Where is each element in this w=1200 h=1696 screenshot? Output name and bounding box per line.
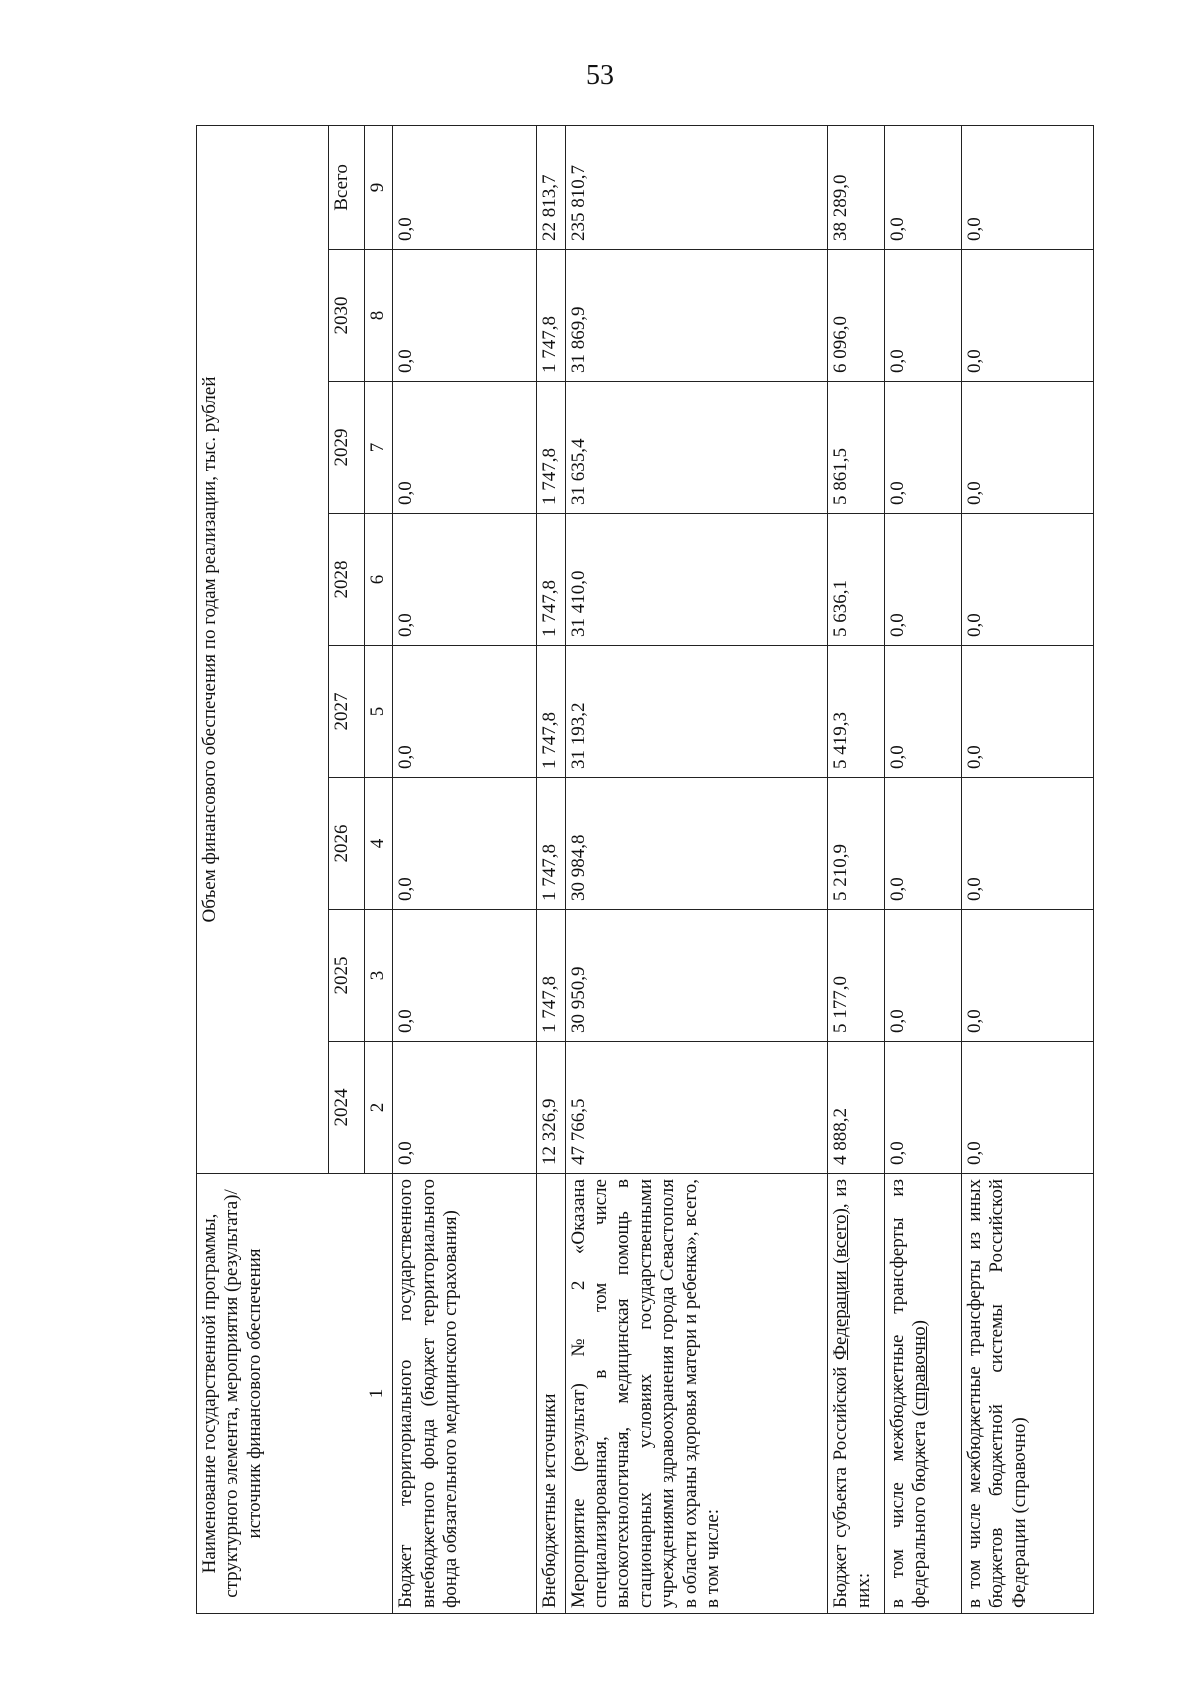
cell-value: 5 636,1	[828, 514, 885, 646]
cell-value: 0,0	[393, 778, 537, 910]
cell-value: 5 177,0	[828, 910, 885, 1042]
row-name: в том числе межбюджетные трансферты из иных бюджетов бюджетной системы Российской Федерации (справочно)	[962, 1174, 1094, 1614]
cell-value: 0,0	[962, 382, 1094, 514]
column-number-row	[364, 125, 392, 1613]
cell-value: 5 419,3	[828, 646, 885, 778]
column-number: 4	[364, 778, 392, 910]
row-name-underlined: справочно	[909, 1326, 931, 1410]
cell-value: 0,0	[884, 910, 961, 1042]
table-row-federal-transfers	[884, 125, 961, 1613]
cell-value: 31 410,0	[565, 514, 828, 646]
cell-value: 12 326,9	[537, 1042, 565, 1174]
column-number: 6	[364, 514, 392, 646]
column-number: 2	[364, 1042, 392, 1174]
header-year: 2025	[328, 910, 364, 1042]
table-row-territorial-fund	[393, 125, 537, 1613]
header-year: 2024	[328, 1042, 364, 1174]
header-year: 2029	[328, 382, 364, 514]
row-name-text: Бюджет субъекта Российской	[830, 1366, 852, 1608]
row-name: Мероприятие (результат) № 2 «Оказана специализированная, в том числе высокотехнологичная, медицинская помощь в стационарных условиях государственными учреждениями здравоохранения города Севастополя в области охраны здоровья матери и ребенка», всего, в том числе:	[565, 1174, 828, 1614]
header-year: Всего	[328, 125, 364, 249]
table-row-subject-budget	[828, 125, 885, 1613]
cell-value: 0,0	[962, 514, 1094, 646]
cell-value: 0,0	[884, 1042, 961, 1174]
cell-value: 0,0	[393, 250, 537, 382]
cell-value: 0,0	[884, 646, 961, 778]
header-row	[197, 125, 329, 1613]
cell-value: 1 747,8	[537, 250, 565, 382]
cell-value: 0,0	[962, 910, 1094, 1042]
financing-table	[196, 125, 1094, 1614]
cell-value: 0,0	[884, 250, 961, 382]
row-name-suffix: , из них:	[830, 1179, 874, 1608]
cell-value: 235 810,7	[565, 125, 828, 249]
cell-value: 0,0	[962, 250, 1094, 382]
cell-value: 31 635,4	[565, 382, 828, 514]
row-name-suffix: )	[909, 1320, 931, 1327]
header-name-column: Наименование государственной программы, структурного элемента, мероприятия (результата)/источник финансового обеспечения	[197, 1174, 329, 1614]
row-name-text: в том числе межбюджетные трансферты из федерального бюджета (	[886, 1179, 931, 1608]
cell-value: 0,0	[962, 778, 1094, 910]
cell-value: 0,0	[393, 125, 537, 249]
row-name	[828, 1174, 885, 1614]
cell-value: 1 747,8	[537, 514, 565, 646]
row-name	[884, 1174, 961, 1614]
cell-value: 47 766,5	[565, 1042, 828, 1174]
table-row-measure-2	[565, 125, 828, 1613]
cell-value: 5 210,9	[828, 778, 885, 910]
cell-value: 30 950,9	[565, 910, 828, 1042]
column-number: 7	[364, 382, 392, 514]
cell-value: 1 747,8	[537, 778, 565, 910]
cell-value: 0,0	[393, 910, 537, 1042]
header-volume-title: Объем финансового обеспечения по годам реализации, тыс. рублей	[197, 125, 329, 1173]
column-number: 5	[364, 646, 392, 778]
cell-value: 1 747,8	[537, 382, 565, 514]
rotated-table-frame	[196, 126, 1094, 1614]
cell-value: 0,0	[962, 1042, 1094, 1174]
column-number: 3	[364, 910, 392, 1042]
cell-value: 6 096,0	[828, 250, 885, 382]
cell-value: 31 193,2	[565, 646, 828, 778]
cell-value: 0,0	[884, 125, 961, 249]
header-name-spacer	[328, 1174, 364, 1614]
table-row-extrabudgetary	[537, 125, 565, 1613]
header-year: 2028	[328, 514, 364, 646]
column-number: 8	[364, 250, 392, 382]
row-name: Бюджет территориального государственного внебюджетного фонда (бюджет территориального фонда обязательного медицинского страхования)	[393, 1174, 537, 1614]
column-number: 1	[364, 1174, 392, 1614]
table-row-other-transfers	[962, 125, 1094, 1613]
cell-value: 0,0	[884, 514, 961, 646]
cell-value: 0,0	[393, 646, 537, 778]
cell-value: 0,0	[884, 382, 961, 514]
row-name-underlined: Федерации (всего)	[830, 1208, 852, 1360]
cell-value: 0,0	[393, 1042, 537, 1174]
header-years-row	[328, 125, 364, 1613]
cell-value: 0,0	[393, 382, 537, 514]
cell-value: 31 869,9	[565, 250, 828, 382]
cell-value: 1 747,8	[537, 646, 565, 778]
page-number: 53	[586, 60, 614, 91]
cell-value: 0,0	[393, 514, 537, 646]
cell-value: 38 289,0	[828, 125, 885, 249]
row-name: Внебюджетные источники	[537, 1174, 565, 1614]
header-year: 2030	[328, 250, 364, 382]
cell-value: 4 888,2	[828, 1042, 885, 1174]
cell-value: 0,0	[884, 778, 961, 910]
cell-value: 1 747,8	[537, 910, 565, 1042]
cell-value: 5 861,5	[828, 382, 885, 514]
table-rotation-wrapper	[196, 126, 1094, 1614]
column-number: 9	[364, 125, 392, 249]
cell-value: 0,0	[962, 646, 1094, 778]
cell-value: 30 984,8	[565, 778, 828, 910]
cell-value: 0,0	[962, 125, 1094, 249]
cell-value: 22 813,7	[537, 125, 565, 249]
header-year: 2027	[328, 646, 364, 778]
header-year: 2026	[328, 778, 364, 910]
